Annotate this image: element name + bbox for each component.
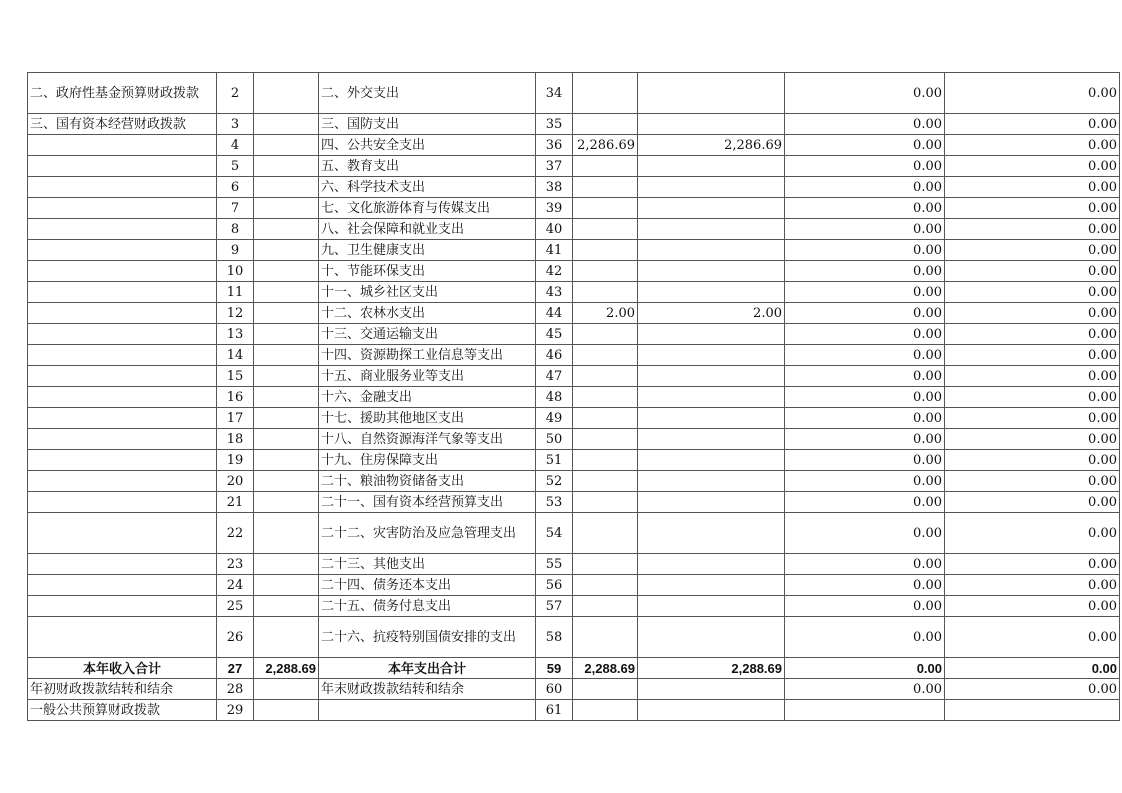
government-fund-cell: 0.00 <box>785 617 945 658</box>
state-capital-cell: 0.00 <box>945 135 1120 156</box>
expense-item-cell: 八、社会保障和就业支出 <box>319 219 536 240</box>
income-row-number-cell: 16 <box>217 387 254 408</box>
table-row <box>28 679 1120 700</box>
expense-item-cell: 十七、援助其他地区支出 <box>319 408 536 429</box>
income-amount-cell <box>254 198 319 219</box>
state-capital-cell: 0.00 <box>945 471 1120 492</box>
income-row-number-cell: 3 <box>217 114 254 135</box>
general-budget-cell <box>638 575 785 596</box>
expense-item-cell: 七、文化旅游体育与传媒支出 <box>319 198 536 219</box>
income-row-number-cell: 13 <box>217 324 254 345</box>
expense-item-cell: 十四、资源勘探工业信息等支出 <box>319 345 536 366</box>
income-item-cell <box>28 575 217 596</box>
expense-total-cell <box>573 575 638 596</box>
expense-row-number-cell: 48 <box>536 387 573 408</box>
general-budget-cell <box>638 366 785 387</box>
income-row-number-cell: 17 <box>217 408 254 429</box>
expense-row-number-cell: 39 <box>536 198 573 219</box>
general-budget-cell <box>638 554 785 575</box>
income-item-cell <box>28 554 217 575</box>
table-row <box>28 114 1120 135</box>
expense-total-cell <box>573 617 638 658</box>
expense-item-cell: 二十二、灾害防治及应急管理支出 <box>319 513 536 554</box>
expense-row-number-cell: 38 <box>536 177 573 198</box>
income-row-number-cell: 25 <box>217 596 254 617</box>
expense-row-number-cell: 58 <box>536 617 573 658</box>
expense-item-cell: 二十四、债务还本支出 <box>319 575 536 596</box>
expense-total-cell <box>573 240 638 261</box>
general-budget-cell <box>638 617 785 658</box>
expense-item-cell: 二十六、抗疫特别国债安排的支出 <box>319 617 536 658</box>
general-budget-cell <box>638 450 785 471</box>
expense-item-cell: 本年支出合计 <box>319 658 536 679</box>
expense-row-number-cell: 49 <box>536 408 573 429</box>
table-row <box>28 387 1120 408</box>
expense-item-cell: 五、教育支出 <box>319 156 536 177</box>
expense-row-number-cell: 46 <box>536 345 573 366</box>
expense-item-cell: 三、国防支出 <box>319 114 536 135</box>
expense-total-cell <box>573 596 638 617</box>
expense-item-cell: 十一、城乡社区支出 <box>319 282 536 303</box>
general-budget-cell: 2.00 <box>638 303 785 324</box>
table-row <box>28 282 1120 303</box>
income-item-cell <box>28 282 217 303</box>
expense-total-cell: 2,288.69 <box>573 658 638 679</box>
government-fund-cell: 0.00 <box>785 135 945 156</box>
government-fund-cell: 0.00 <box>785 575 945 596</box>
income-item-cell <box>28 219 217 240</box>
expense-total-cell <box>573 471 638 492</box>
income-item-cell <box>28 596 217 617</box>
expense-row-number-cell: 59 <box>536 658 573 679</box>
expense-row-number-cell: 57 <box>536 596 573 617</box>
income-row-number-cell: 10 <box>217 261 254 282</box>
general-budget-cell <box>638 282 785 303</box>
expense-total-cell <box>573 450 638 471</box>
expense-item-cell: 十八、自然资源海洋气象等支出 <box>319 429 536 450</box>
general-budget-cell <box>638 408 785 429</box>
expense-total-cell <box>573 492 638 513</box>
general-budget-cell: 2,288.69 <box>638 658 785 679</box>
expense-total-cell <box>573 513 638 554</box>
government-fund-cell: 0.00 <box>785 73 945 114</box>
government-fund-cell: 0.00 <box>785 324 945 345</box>
state-capital-cell: 0.00 <box>945 198 1120 219</box>
expense-row-number-cell: 34 <box>536 73 573 114</box>
income-item-cell: 二、政府性基金预算财政拨款 <box>28 73 217 114</box>
government-fund-cell: 0.00 <box>785 513 945 554</box>
general-budget-cell <box>638 345 785 366</box>
government-fund-cell: 0.00 <box>785 240 945 261</box>
state-capital-cell: 0.00 <box>945 366 1120 387</box>
expense-total-cell <box>573 366 638 387</box>
government-fund-cell: 0.00 <box>785 450 945 471</box>
table-row <box>28 366 1120 387</box>
expense-row-number-cell: 50 <box>536 429 573 450</box>
income-row-number-cell: 12 <box>217 303 254 324</box>
table-row <box>28 492 1120 513</box>
table-row <box>28 345 1120 366</box>
income-amount-cell <box>254 366 319 387</box>
expense-item-cell <box>319 700 536 721</box>
income-item-cell: 本年收入合计 <box>28 658 217 679</box>
government-fund-cell: 0.00 <box>785 658 945 679</box>
income-item-cell <box>28 471 217 492</box>
table-row <box>28 408 1120 429</box>
table-row <box>28 261 1120 282</box>
state-capital-cell: 0.00 <box>945 261 1120 282</box>
general-budget-cell <box>638 513 785 554</box>
expense-total-cell <box>573 324 638 345</box>
expense-total-cell <box>573 219 638 240</box>
government-fund-cell: 0.00 <box>785 261 945 282</box>
expense-row-number-cell: 56 <box>536 575 573 596</box>
general-budget-cell <box>638 198 785 219</box>
general-budget-cell <box>638 324 785 345</box>
income-amount-cell <box>254 219 319 240</box>
expense-row-number-cell: 54 <box>536 513 573 554</box>
expense-row-number-cell: 51 <box>536 450 573 471</box>
expense-row-number-cell: 40 <box>536 219 573 240</box>
state-capital-cell: 0.00 <box>945 492 1120 513</box>
general-budget-cell <box>638 492 785 513</box>
income-row-number-cell: 28 <box>217 679 254 700</box>
state-capital-cell: 0.00 <box>945 513 1120 554</box>
expense-row-number-cell: 41 <box>536 240 573 261</box>
expense-row-number-cell: 42 <box>536 261 573 282</box>
expense-item-cell: 二十一、国有资本经营预算支出 <box>319 492 536 513</box>
state-capital-cell: 0.00 <box>945 450 1120 471</box>
income-item-cell <box>28 345 217 366</box>
table-row <box>28 429 1120 450</box>
income-amount-cell <box>254 450 319 471</box>
government-fund-cell: 0.00 <box>785 596 945 617</box>
state-capital-cell <box>945 700 1120 721</box>
government-fund-cell: 0.00 <box>785 429 945 450</box>
general-budget-cell <box>638 73 785 114</box>
general-budget-cell <box>638 261 785 282</box>
expense-row-number-cell: 45 <box>536 324 573 345</box>
expense-item-cell: 九、卫生健康支出 <box>319 240 536 261</box>
expense-row-number-cell: 44 <box>536 303 573 324</box>
income-item-cell <box>28 492 217 513</box>
expense-total-cell <box>573 282 638 303</box>
income-row-number-cell: 26 <box>217 617 254 658</box>
expense-item-cell: 二、外交支出 <box>319 73 536 114</box>
expense-total-cell <box>573 387 638 408</box>
income-amount-cell <box>254 596 319 617</box>
table-row <box>28 219 1120 240</box>
income-amount-cell <box>254 513 319 554</box>
government-fund-cell <box>785 700 945 721</box>
expense-total-cell: 2.00 <box>573 303 638 324</box>
income-amount-cell <box>254 700 319 721</box>
state-capital-cell: 0.00 <box>945 114 1120 135</box>
general-budget-cell <box>638 219 785 240</box>
expense-total-cell <box>573 345 638 366</box>
government-fund-cell: 0.00 <box>785 114 945 135</box>
income-item-cell <box>28 450 217 471</box>
income-amount-cell <box>254 156 319 177</box>
general-budget-cell <box>638 114 785 135</box>
expense-row-number-cell: 36 <box>536 135 573 156</box>
general-budget-cell <box>638 156 785 177</box>
expense-row-number-cell: 55 <box>536 554 573 575</box>
income-item-cell <box>28 156 217 177</box>
income-row-number-cell: 11 <box>217 282 254 303</box>
income-row-number-cell: 19 <box>217 450 254 471</box>
expense-row-number-cell: 61 <box>536 700 573 721</box>
expense-total-cell <box>573 429 638 450</box>
table-row <box>28 513 1120 554</box>
government-fund-cell: 0.00 <box>785 492 945 513</box>
income-item-cell <box>28 303 217 324</box>
budget-table <box>27 72 1120 721</box>
income-item-cell <box>28 261 217 282</box>
expense-total-cell <box>573 114 638 135</box>
income-amount-cell <box>254 303 319 324</box>
table-row <box>28 596 1120 617</box>
income-row-number-cell: 18 <box>217 429 254 450</box>
government-fund-cell: 0.00 <box>785 387 945 408</box>
expense-total-cell <box>573 554 638 575</box>
expense-total-cell <box>573 261 638 282</box>
government-fund-cell: 0.00 <box>785 366 945 387</box>
state-capital-cell: 0.00 <box>945 240 1120 261</box>
government-fund-cell: 0.00 <box>785 554 945 575</box>
income-amount-cell <box>254 345 319 366</box>
income-item-cell <box>28 240 217 261</box>
income-amount-cell <box>254 617 319 658</box>
expense-item-cell: 十二、农林水支出 <box>319 303 536 324</box>
income-amount-cell <box>254 575 319 596</box>
income-row-number-cell: 20 <box>217 471 254 492</box>
state-capital-cell: 0.00 <box>945 345 1120 366</box>
state-capital-cell: 0.00 <box>945 617 1120 658</box>
general-budget-cell <box>638 596 785 617</box>
general-budget-cell <box>638 679 785 700</box>
expense-item-cell: 十、节能环保支出 <box>319 261 536 282</box>
expense-item-cell: 十六、金融支出 <box>319 387 536 408</box>
state-capital-cell: 0.00 <box>945 596 1120 617</box>
state-capital-cell: 0.00 <box>945 658 1120 679</box>
expense-item-cell: 六、科学技术支出 <box>319 177 536 198</box>
income-row-number-cell: 6 <box>217 177 254 198</box>
income-row-number-cell: 29 <box>217 700 254 721</box>
state-capital-cell: 0.00 <box>945 282 1120 303</box>
government-fund-cell: 0.00 <box>785 679 945 700</box>
income-amount-cell <box>254 324 319 345</box>
state-capital-cell: 0.00 <box>945 219 1120 240</box>
table-row <box>28 73 1120 114</box>
government-fund-cell: 0.00 <box>785 219 945 240</box>
income-item-cell <box>28 617 217 658</box>
state-capital-cell: 0.00 <box>945 679 1120 700</box>
income-item-cell <box>28 408 217 429</box>
income-row-number-cell: 23 <box>217 554 254 575</box>
income-amount-cell <box>254 135 319 156</box>
income-amount-cell <box>254 471 319 492</box>
income-row-number-cell: 7 <box>217 198 254 219</box>
table-row <box>28 617 1120 658</box>
income-item-cell <box>28 135 217 156</box>
expense-total-cell <box>573 177 638 198</box>
expense-row-number-cell: 47 <box>536 366 573 387</box>
income-amount-cell <box>254 387 319 408</box>
state-capital-cell: 0.00 <box>945 575 1120 596</box>
expense-row-number-cell: 53 <box>536 492 573 513</box>
table-row <box>28 575 1120 596</box>
income-row-number-cell: 8 <box>217 219 254 240</box>
income-item-cell <box>28 429 217 450</box>
table-row <box>28 240 1120 261</box>
general-budget-cell <box>638 387 785 408</box>
general-budget-cell <box>638 429 785 450</box>
state-capital-cell: 0.00 <box>945 156 1120 177</box>
expense-item-cell: 二十三、其他支出 <box>319 554 536 575</box>
income-row-number-cell: 14 <box>217 345 254 366</box>
expense-total-cell <box>573 198 638 219</box>
government-fund-cell: 0.00 <box>785 345 945 366</box>
expense-item-cell: 十九、住房保障支出 <box>319 450 536 471</box>
expense-total-cell <box>573 700 638 721</box>
income-amount-cell <box>254 240 319 261</box>
expense-item-cell: 二十五、债务付息支出 <box>319 596 536 617</box>
state-capital-cell: 0.00 <box>945 429 1120 450</box>
table-row <box>28 303 1120 324</box>
income-item-cell <box>28 177 217 198</box>
income-amount-cell <box>254 261 319 282</box>
expense-item-cell: 十五、商业服务业等支出 <box>319 366 536 387</box>
income-amount-cell <box>254 554 319 575</box>
income-item-cell <box>28 513 217 554</box>
state-capital-cell: 0.00 <box>945 408 1120 429</box>
income-amount-cell <box>254 73 319 114</box>
income-amount-cell <box>254 177 319 198</box>
expense-total-cell <box>573 679 638 700</box>
income-row-number-cell: 21 <box>217 492 254 513</box>
table-row <box>28 135 1120 156</box>
income-row-number-cell: 24 <box>217 575 254 596</box>
state-capital-cell: 0.00 <box>945 73 1120 114</box>
income-item-cell <box>28 198 217 219</box>
table-row <box>28 471 1120 492</box>
state-capital-cell: 0.00 <box>945 324 1120 345</box>
income-amount-cell <box>254 114 319 135</box>
government-fund-cell: 0.00 <box>785 198 945 219</box>
income-amount-cell: 2,288.69 <box>254 658 319 679</box>
expense-item-cell: 十三、交通运输支出 <box>319 324 536 345</box>
expense-row-number-cell: 37 <box>536 156 573 177</box>
income-row-number-cell: 15 <box>217 366 254 387</box>
state-capital-cell: 0.00 <box>945 303 1120 324</box>
general-budget-cell: 2,286.69 <box>638 135 785 156</box>
general-budget-cell <box>638 700 785 721</box>
income-item-cell <box>28 324 217 345</box>
income-amount-cell <box>254 492 319 513</box>
table-row <box>28 700 1120 721</box>
income-amount-cell <box>254 429 319 450</box>
total-row <box>28 658 1120 679</box>
government-fund-cell: 0.00 <box>785 303 945 324</box>
expense-row-number-cell: 35 <box>536 114 573 135</box>
expense-item-cell: 四、公共安全支出 <box>319 135 536 156</box>
income-row-number-cell: 27 <box>217 658 254 679</box>
table-row <box>28 450 1120 471</box>
expense-item-cell: 二十、粮油物资储备支出 <box>319 471 536 492</box>
expense-row-number-cell: 52 <box>536 471 573 492</box>
general-budget-cell <box>638 240 785 261</box>
table-row <box>28 156 1120 177</box>
income-row-number-cell: 9 <box>217 240 254 261</box>
income-item-cell: 一般公共预算财政拨款 <box>28 700 217 721</box>
state-capital-cell: 0.00 <box>945 554 1120 575</box>
expense-total-cell: 2,286.69 <box>573 135 638 156</box>
government-fund-cell: 0.00 <box>785 471 945 492</box>
income-amount-cell <box>254 282 319 303</box>
table-row <box>28 554 1120 575</box>
government-fund-cell: 0.00 <box>785 156 945 177</box>
state-capital-cell: 0.00 <box>945 177 1120 198</box>
table-row <box>28 198 1120 219</box>
expense-item-cell: 年末财政拨款结转和结余 <box>319 679 536 700</box>
government-fund-cell: 0.00 <box>785 177 945 198</box>
government-fund-cell: 0.00 <box>785 282 945 303</box>
income-amount-cell <box>254 408 319 429</box>
expense-total-cell <box>573 156 638 177</box>
government-fund-cell: 0.00 <box>785 408 945 429</box>
general-budget-cell <box>638 471 785 492</box>
table-row <box>28 177 1120 198</box>
income-row-number-cell: 2 <box>217 73 254 114</box>
income-item-cell: 年初财政拨款结转和结余 <box>28 679 217 700</box>
table-row <box>28 324 1120 345</box>
income-item-cell: 三、国有资本经营财政拨款 <box>28 114 217 135</box>
income-item-cell <box>28 366 217 387</box>
income-row-number-cell: 5 <box>217 156 254 177</box>
expense-row-number-cell: 60 <box>536 679 573 700</box>
state-capital-cell: 0.00 <box>945 387 1120 408</box>
general-budget-cell <box>638 177 785 198</box>
income-amount-cell <box>254 679 319 700</box>
expense-row-number-cell: 43 <box>536 282 573 303</box>
income-row-number-cell: 4 <box>217 135 254 156</box>
income-row-number-cell: 22 <box>217 513 254 554</box>
income-item-cell <box>28 387 217 408</box>
expense-total-cell <box>573 73 638 114</box>
expense-total-cell <box>573 408 638 429</box>
